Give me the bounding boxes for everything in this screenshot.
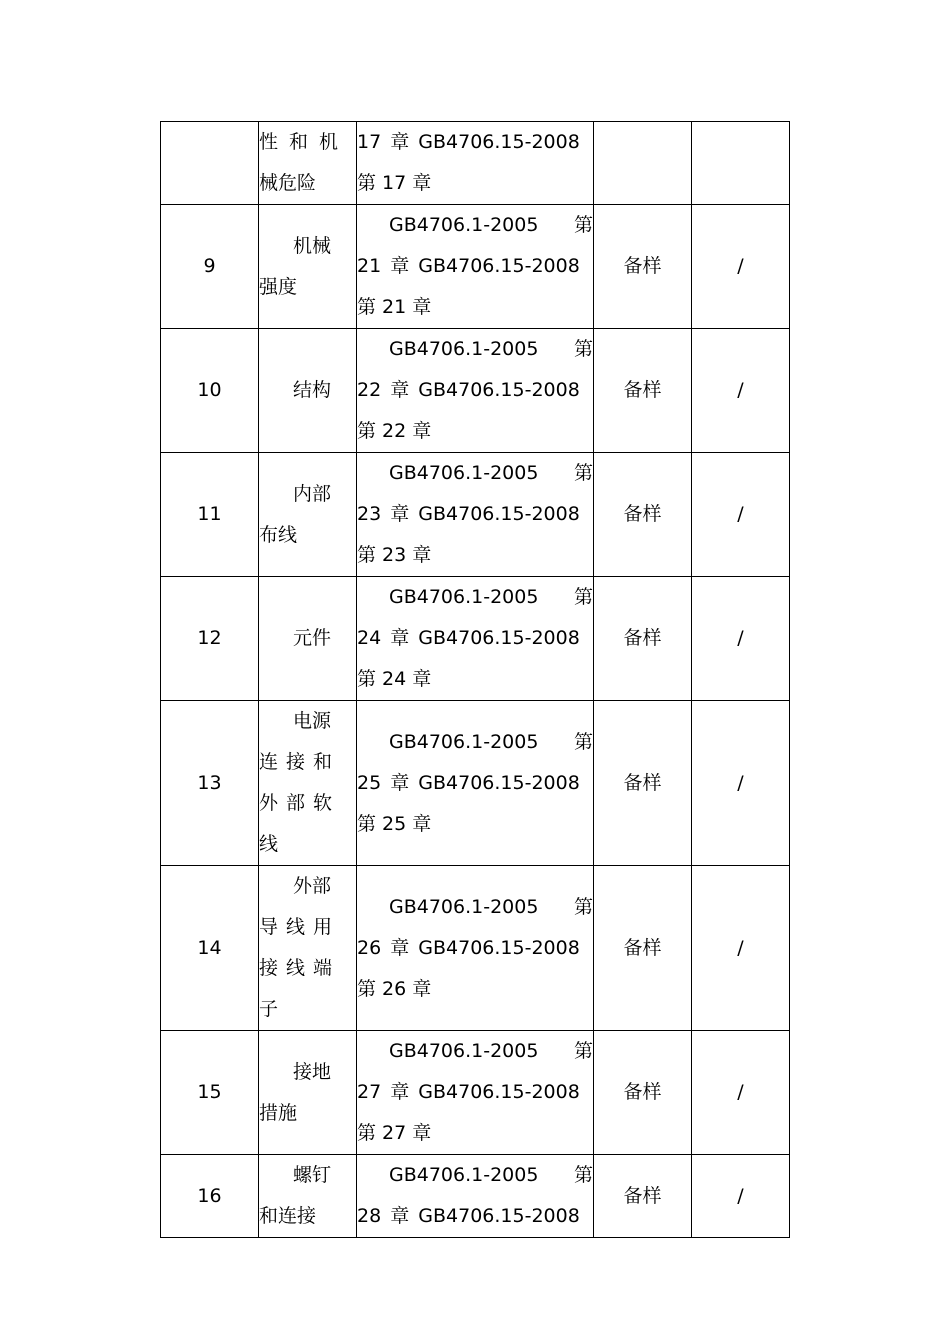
item-line: 械危险	[259, 172, 317, 194]
table-row	[161, 453, 790, 577]
row-number-cell: 9	[161, 205, 259, 329]
sample-cell: 备样	[594, 866, 692, 1031]
item-line: 连接和	[259, 751, 341, 773]
standard-line: 第 21 章	[357, 296, 432, 318]
item-line: 内部	[293, 482, 332, 505]
standard-code: GB4706.1-2005	[389, 338, 539, 360]
remark-cell: /	[692, 1031, 790, 1155]
row-number-cell: 15	[161, 1031, 259, 1155]
item-cell	[259, 329, 357, 453]
standard-cell	[357, 1031, 594, 1155]
row-number-cell: 16	[161, 1155, 259, 1238]
standard-cell	[357, 866, 594, 1031]
item-line: 导线用	[259, 916, 341, 938]
standard-line: 第 22 章	[357, 420, 432, 442]
remark-cell: /	[692, 701, 790, 866]
standard-line: 27 章 GB4706.15-2008	[357, 1081, 580, 1103]
standard-line: 23 章 GB4706.15-2008	[357, 503, 580, 525]
item-cell	[259, 577, 357, 701]
remark-cell	[692, 122, 790, 205]
remark-cell: /	[692, 1155, 790, 1238]
item-cell	[259, 1155, 357, 1238]
standard-line	[357, 1155, 593, 1196]
item-line: 接线端	[259, 957, 341, 979]
table-row	[161, 205, 790, 329]
standard-tail: 第	[573, 730, 593, 753]
standard-cell	[357, 701, 594, 866]
item-line: 强度	[259, 275, 298, 298]
standard-line	[357, 453, 593, 494]
standard-line: 第 25 章	[357, 812, 432, 835]
item-line: 元件	[293, 627, 332, 649]
sample-cell: 备样	[594, 701, 692, 866]
remark-cell: /	[692, 453, 790, 577]
standard-code: GB4706.1-2005	[389, 1040, 539, 1062]
remark-cell: /	[692, 577, 790, 701]
standard-tail: 第	[573, 1164, 593, 1186]
standard-code: GB4706.1-2005	[389, 586, 539, 608]
table-row	[161, 1155, 790, 1238]
item-line: 和连接	[259, 1205, 317, 1227]
remark-cell: /	[692, 329, 790, 453]
sample-cell: 备样	[594, 1031, 692, 1155]
table-row	[161, 701, 790, 866]
item-line: 电源	[293, 710, 332, 732]
standard-cell	[357, 329, 594, 453]
standard-line: 第 23 章	[357, 544, 432, 566]
standard-line: 第 26 章	[357, 977, 432, 1000]
standard-cell	[357, 453, 594, 577]
item-cell	[259, 122, 357, 205]
table-row	[161, 329, 790, 453]
standard-tail: 第	[573, 895, 593, 918]
table-row	[161, 1031, 790, 1155]
item-line: 布线	[259, 523, 298, 546]
item-line: 外部软	[259, 792, 341, 814]
item-cell	[259, 1031, 357, 1155]
row-number-cell: 10	[161, 329, 259, 453]
sample-cell: 备样	[594, 329, 692, 453]
remark-cell: /	[692, 205, 790, 329]
standards-table	[160, 121, 790, 1238]
table-row	[161, 122, 790, 205]
row-number-cell: 14	[161, 866, 259, 1031]
sample-cell: 备样	[594, 1155, 692, 1238]
table-row	[161, 866, 790, 1031]
standard-line: 第 17 章	[357, 172, 432, 194]
standard-line: 17 章 GB4706.15-2008	[357, 131, 580, 153]
standard-line: 21 章 GB4706.15-2008	[357, 255, 580, 277]
standard-tail: 第	[573, 214, 593, 236]
item-line: 螺钉	[293, 1164, 332, 1186]
standard-line: 26 章 GB4706.15-2008	[357, 936, 580, 959]
standard-line: 25 章 GB4706.15-2008	[357, 771, 580, 794]
item-line: 性和机	[259, 131, 350, 153]
remark-cell: /	[692, 866, 790, 1031]
standard-line	[357, 329, 593, 370]
row-number-cell: 12	[161, 577, 259, 701]
row-number-cell: 11	[161, 453, 259, 577]
item-line: 结构	[293, 379, 332, 401]
standard-tail: 第	[573, 1040, 593, 1062]
standard-line: 28 章 GB4706.15-2008	[357, 1205, 580, 1227]
standard-line	[357, 722, 593, 763]
standard-line	[357, 1031, 593, 1072]
item-line: 外部	[293, 875, 332, 897]
item-cell	[259, 205, 357, 329]
item-cell	[259, 866, 357, 1031]
item-line: 线	[259, 833, 279, 855]
standard-line: 22 章 GB4706.15-2008	[357, 379, 580, 401]
standard-tail: 第	[573, 338, 593, 360]
standard-code: GB4706.1-2005	[389, 462, 539, 484]
standard-line: 第 27 章	[357, 1122, 432, 1144]
item-cell	[259, 453, 357, 577]
standard-code: GB4706.1-2005	[389, 730, 539, 753]
standard-cell	[357, 1155, 594, 1238]
sample-cell	[594, 122, 692, 205]
item-line: 子	[259, 998, 279, 1020]
standard-line: 24 章 GB4706.15-2008	[357, 627, 580, 649]
standard-tail: 第	[573, 462, 593, 484]
standard-line: 第 24 章	[357, 668, 432, 690]
standard-tail: 第	[573, 586, 593, 608]
standard-cell	[357, 577, 594, 701]
standard-line	[357, 205, 593, 246]
standard-cell	[357, 205, 594, 329]
sample-cell: 备样	[594, 577, 692, 701]
standard-code: GB4706.1-2005	[389, 895, 539, 918]
sample-cell: 备样	[594, 453, 692, 577]
row-number-cell: 13	[161, 701, 259, 866]
standard-line	[357, 887, 593, 928]
sample-cell: 备样	[594, 205, 692, 329]
standard-code: GB4706.1-2005	[389, 1164, 539, 1186]
item-cell	[259, 701, 357, 866]
item-line: 接地	[293, 1060, 332, 1083]
standard-code: GB4706.1-2005	[389, 214, 539, 236]
standard-line	[357, 577, 593, 618]
item-line: 措施	[259, 1101, 298, 1124]
item-line: 机械	[293, 234, 332, 257]
standard-cell	[357, 122, 594, 205]
row-number-cell	[161, 122, 259, 205]
table-row	[161, 577, 790, 701]
